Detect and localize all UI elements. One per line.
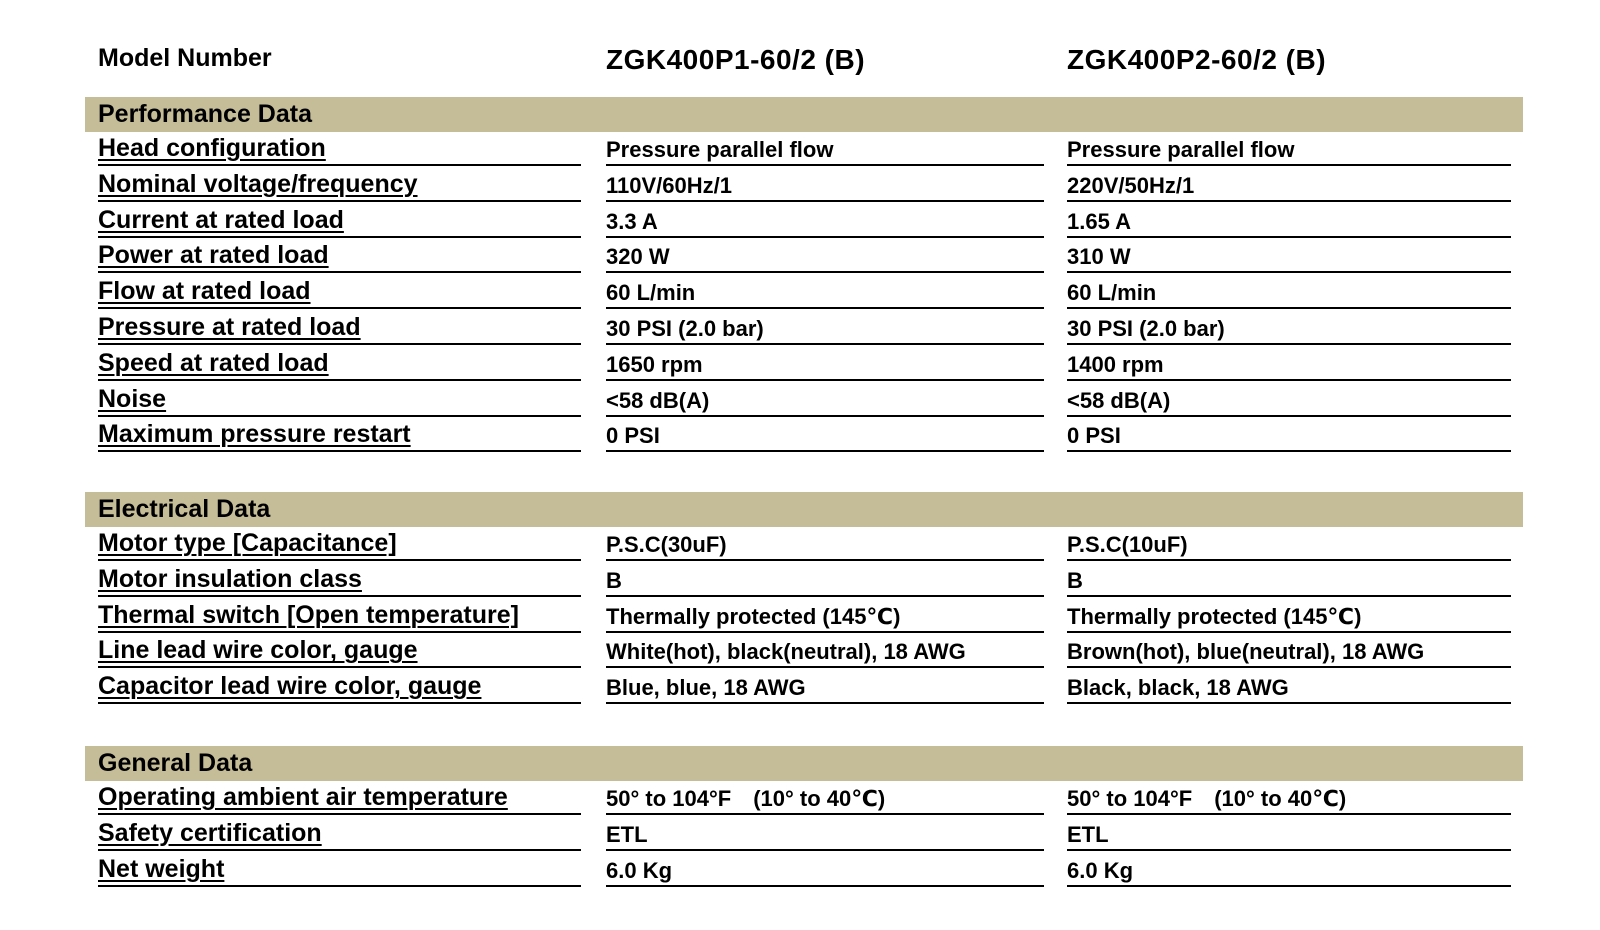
spec-value-model-2: Black, black, 18 AWG [1067,671,1511,704]
section-title: General Data [98,749,253,777]
spec-row-nominal-voltage-frequency [0,169,1600,205]
spec-label: Noise [98,384,581,417]
spec-value-model-2: 310 W [1067,240,1511,273]
spec-value-model-1: 3.3 A [606,205,1044,238]
spec-value-model-1: 6.0 Kg [606,854,1044,887]
spec-label: Safety certification [98,818,581,851]
spec-value-model-2: Thermally protected (145℃) [1067,600,1511,633]
spec-row-motor-type-capacitance [0,528,1600,564]
spec-row-net-weight [0,854,1600,890]
spec-label: Net weight [98,854,581,887]
spec-value-model-2: Brown(hot), blue(neutral), 18 AWG [1067,635,1511,668]
model-name-1: ZGK400P1-60/2 (B) [606,44,866,75]
spec-value-model-1: 60 L/min [606,276,1044,309]
section-header [85,492,1523,527]
spec-value-model-1: P.S.C(30uF) [606,528,1044,561]
spec-label: Pressure at rated load [98,312,581,345]
spec-value-model-1: Thermally protected (145℃) [606,600,1044,633]
spec-label: Nominal voltage/frequency [98,169,581,202]
spec-value-model-2: 60 L/min [1067,276,1511,309]
spec-label: Operating ambient air temperature [98,782,581,815]
model-number-row [0,40,1600,80]
spec-value-model-2: 0 PSI [1067,419,1511,452]
spec-label: Line lead wire color, gauge [98,635,581,668]
spec-row-thermal-switch-open-temperature [0,600,1600,636]
spec-label: Current at rated load [98,205,581,238]
spec-value-model-1: Blue, blue, 18 AWG [606,671,1044,704]
spec-label: Maximum pressure restart [98,419,581,452]
spec-row-line-lead-wire-color-gauge [0,635,1600,671]
model-number-label: Model Number [98,44,272,72]
spec-label: Thermal switch [Open temperature] [98,600,581,633]
spec-row-capacitor-lead-wire-color-gauge [0,671,1600,707]
spec-value-model-1: <58 dB(A) [606,384,1044,417]
spec-value-model-2: B [1067,564,1511,597]
spec-value-model-2: <58 dB(A) [1067,384,1511,417]
model-name-2: ZGK400P2-60/2 (B) [1067,44,1327,75]
spec-label: Motor insulation class [98,564,581,597]
spec-value-model-1: Pressure parallel flow [606,133,1044,166]
spec-label: Speed at rated load [98,348,581,381]
spec-value-model-1: 320 W [606,240,1044,273]
section-title: Performance Data [98,100,312,128]
spec-row-speed-at-rated-load [0,348,1600,384]
spec-row-current-at-rated-load [0,205,1600,241]
spec-value-model-1: 50° to 104°F (10° to 40℃) [606,782,1044,815]
spec-value-model-1: White(hot), black(neutral), 18 AWG [606,635,1044,668]
spec-row-motor-insulation-class [0,564,1600,600]
spec-label: Flow at rated load [98,276,581,309]
section-header [85,746,1523,781]
spec-value-model-2: 30 PSI (2.0 bar) [1067,312,1511,345]
spec-row-operating-ambient-air-temperature [0,782,1600,818]
spec-label: Capacitor lead wire color, gauge [98,671,581,704]
spec-label: Head configuration [98,133,581,166]
spec-label: Motor type [Capacitance] [98,528,581,561]
spec-value-model-2: 1.65 A [1067,205,1511,238]
spec-value-model-1: 110V/60Hz/1 [606,169,1044,202]
spec-value-model-1: ETL [606,818,1044,851]
spec-row-safety-certification [0,818,1600,854]
spec-value-model-2: 50° to 104°F (10° to 40℃) [1067,782,1511,815]
spec-value-model-1: 0 PSI [606,419,1044,452]
spec-row-pressure-at-rated-load [0,312,1600,348]
spec-value-model-2: Pressure parallel flow [1067,133,1511,166]
section-header [85,97,1523,132]
spec-value-model-2: 1400 rpm [1067,348,1511,381]
spec-value-model-1: 1650 rpm [606,348,1044,381]
spec-value-model-2: 220V/50Hz/1 [1067,169,1511,202]
spec-value-model-1: 30 PSI (2.0 bar) [606,312,1044,345]
spec-value-model-1: B [606,564,1044,597]
spec-value-model-2: P.S.C(10uF) [1067,528,1511,561]
spec-row-maximum-pressure-restart [0,419,1600,455]
spec-row-power-at-rated-load [0,240,1600,276]
spec-value-model-2: 6.0 Kg [1067,854,1511,887]
spec-label: Power at rated load [98,240,581,273]
spec-row-noise [0,384,1600,420]
spec-value-model-2: ETL [1067,818,1511,851]
spec-row-flow-at-rated-load [0,276,1600,312]
spec-row-head-configuration [0,133,1600,169]
section-title: Electrical Data [98,495,271,523]
